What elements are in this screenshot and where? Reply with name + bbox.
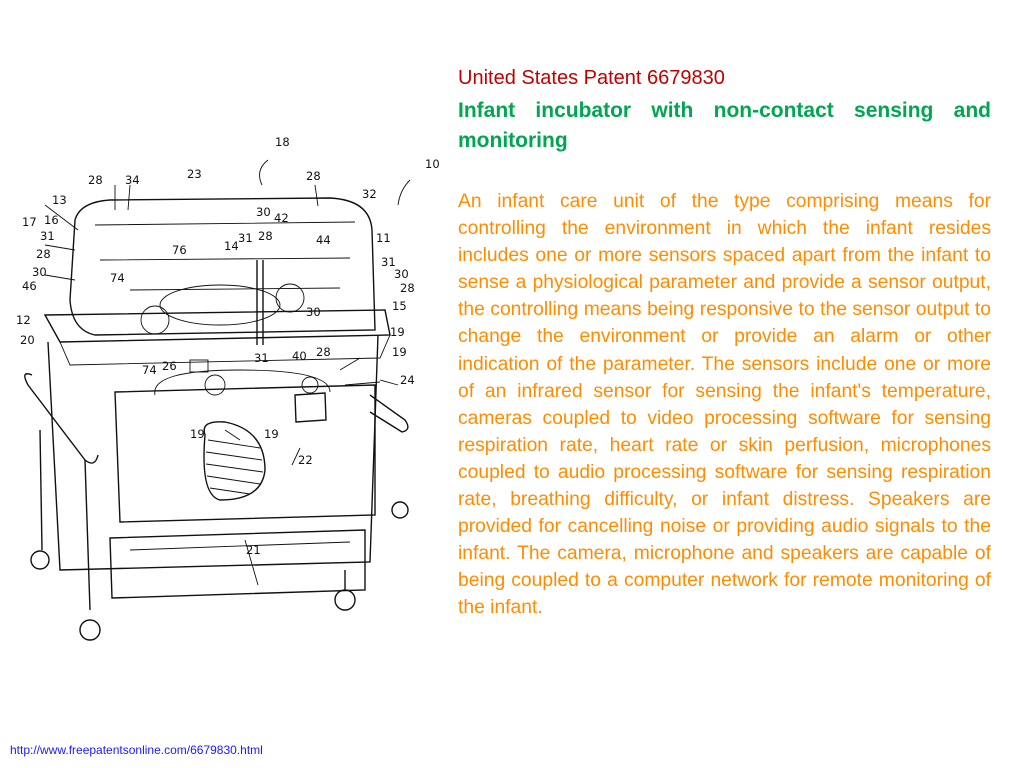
ref-numeral: 22 — [298, 453, 313, 467]
ref-numeral: 31 — [238, 231, 253, 245]
ref-numeral: 18 — [275, 135, 290, 149]
patent-number: United States Patent 6679830 — [458, 67, 725, 89]
ref-numeral: 44 — [316, 233, 331, 247]
ref-numeral: 19 — [390, 325, 405, 339]
ref-numeral: 14 — [224, 239, 239, 253]
ref-numeral: 30 — [32, 265, 47, 279]
ref-numeral: 19 — [190, 427, 205, 441]
ref-numeral: 11 — [376, 231, 391, 245]
ref-numeral: 16 — [44, 213, 59, 227]
incubator-patent-drawing — [0, 130, 450, 650]
storage-drawer — [110, 530, 365, 598]
ref-numeral: 74 — [110, 271, 125, 285]
ref-numeral: 46 — [22, 279, 37, 293]
ref-numeral: 19 — [264, 427, 279, 441]
caster-left-front — [80, 620, 100, 640]
ref-numeral: 19 — [392, 345, 407, 359]
ref-numeral: 24 — [400, 373, 415, 387]
ref-numeral: 10 — [425, 157, 440, 171]
ref-numeral: 31 — [381, 255, 396, 269]
patent-title: Infant incubator with non-contact sensing and monitoring — [458, 99, 991, 152]
ref-numeral: 30 — [394, 267, 409, 281]
ref-numeral: 20 — [20, 333, 35, 347]
ref-numeral: 28 — [306, 169, 321, 183]
ref-numeral: 23 — [187, 167, 202, 181]
ref-numeral: 17 — [22, 215, 37, 229]
ref-numeral: 40 — [292, 349, 307, 363]
bassinet-tray — [45, 310, 390, 342]
ref-numeral: 28 — [258, 229, 273, 243]
ref-numeral: 31 — [40, 229, 55, 243]
ref-numeral: 13 — [52, 193, 67, 207]
caster-left-rear — [31, 551, 49, 569]
ref-numeral: 28 — [36, 247, 51, 261]
patent-abstract: An infant care unit of the type comprising means for controlling the environment in which the infant resides includes one or more sensors spaced apart from the infant to sense a physiological parameter and provide a sensor output, the controlling means being responsive to the sensor output to change the environment or provide an alarm or other indication of the parameter. The sensors include one or more of an infrared sensor for sensing the infant's temperature, cameras coupled to video processing software for sensing respiration rate, heart rate or skin perfusion, microphones coupled to audio processing software for sensing respiration rate, breathing difficulty, or infant distress. Speakers are provided for cancelling noise or providing audio signals to the infant. The camera, microphone and speakers are capable of being coupled to a computer network for remote monitoring of the infant. — [458, 191, 991, 619]
ref-numeral: 15 — [392, 299, 407, 313]
ref-numeral: 34 — [125, 173, 140, 187]
ref-numeral: 28 — [316, 345, 331, 359]
ref-numeral: 76 — [172, 243, 187, 257]
ref-numeral: 74 — [142, 363, 157, 377]
ref-numeral: 21 — [246, 543, 261, 557]
caster-right-rear — [392, 502, 408, 518]
ref-numeral: 42 — [274, 211, 289, 225]
ref-numeral: 30 — [256, 205, 271, 219]
ref-numeral: 12 — [16, 313, 31, 327]
source-link[interactable]: http://www.freepatentsonline.com/6679830.html — [10, 743, 263, 757]
ref-numeral: 32 — [362, 187, 377, 201]
infant-figure — [160, 285, 280, 325]
ref-numeral: 26 — [162, 359, 177, 373]
left-handle — [25, 374, 98, 463]
fan-assembly — [295, 393, 326, 422]
ref-numeral: 30 — [306, 305, 321, 319]
caster-right-front — [335, 590, 355, 610]
ref-numeral: 28 — [400, 281, 415, 295]
ref-numeral: 31 — [254, 351, 269, 365]
ref-numeral: 28 — [88, 173, 103, 187]
